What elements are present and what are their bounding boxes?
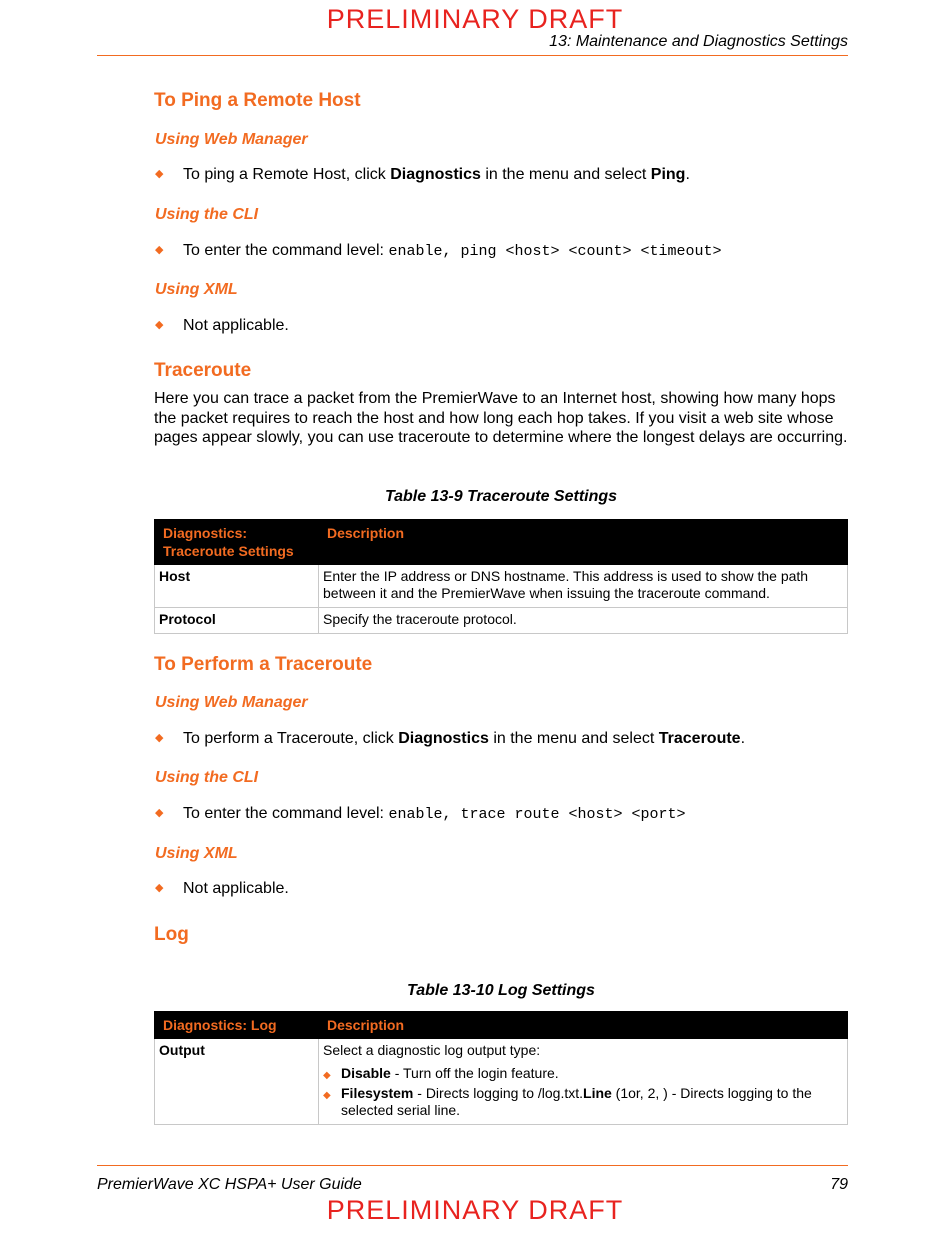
perform-web-text-mid: in the menu and select [488,730,659,747]
footer-rule [97,1165,848,1166]
perform-web-heading: Using Web Manager [155,694,308,711]
perform-xml-bullet [155,880,289,898]
ping-web-text-mid: in the menu and select [480,166,651,183]
ping-menu-label: Ping [650,166,686,183]
perform-web-bullet [155,730,745,748]
diamond-bullet-icon: ◆ [155,882,164,894]
paragraph-line: pages appear slowly, you can use traceroute to determine where the longest delays are occurring. [154,429,848,446]
diamond-bullet-icon: ◆ [323,1090,331,1101]
table-row [155,608,848,634]
table-header-row [155,520,848,565]
preliminary-draft-watermark-bottom: PRELIMINARY DRAFT [326,1195,624,1225]
perform-cli-heading: Using the CLI [155,769,259,786]
option-filesystem: ◆ Filesystem - Directs logging to /log.txt.Line (1or, 2, ) - Directs logging to the selected serial line. [323,1085,812,1118]
perform-cli-bullet [155,805,686,823]
row-key-output: Output [155,1039,319,1125]
log-table-caption: Table 13-10 Log Settings [407,982,595,999]
ping-web-text-end: . [685,166,690,183]
ping-web-heading: Using Web Manager [155,131,308,148]
diamond-bullet-icon: ◆ [155,244,164,256]
ping-cli-command: enable, ping <host> <count> <timeout> [388,243,722,260]
perform-xml-heading: Using XML [155,845,238,862]
diagnostics-menu-label: Diagnostics [390,166,481,183]
traceroute-menu-label: Traceroute [658,730,741,747]
ping-web-text: To ping a Remote Host, click [183,166,391,183]
perform-web-text: To perform a Traceroute, click [183,730,399,747]
perform-web-text-end: . [740,730,746,747]
header-rule [97,55,848,56]
table-header-row [155,1012,848,1039]
traceroute-paragraph [154,389,854,448]
diamond-bullet-icon: ◆ [155,732,164,744]
table-header-diagnostics: Diagnostics: Traceroute Settings [155,520,319,565]
table-header-diagnostics-log: Diagnostics: Log [155,1012,319,1039]
traceroute-table-caption: Table 13-9 Traceroute Settings [384,488,618,505]
page-number: 79 [830,1176,848,1193]
ping-cli-bullet [155,242,722,260]
diamond-bullet-icon: ◆ [323,1070,331,1081]
footer-title: PremierWave XC HSPA+ User Guide [97,1176,362,1193]
row-desc-protocol: Specify the traceroute protocol. [319,608,848,634]
traceroute-heading: Traceroute [154,360,252,381]
row-desc-output [319,1039,848,1125]
perform-xml-text: Not applicable. [183,880,289,897]
row-key-protocol: Protocol [155,608,319,634]
diamond-bullet-icon: ◆ [155,319,164,331]
ping-heading: To Ping a Remote Host [154,90,361,111]
paragraph-line: Here you can trace a packet from the PremierWave to an Internet host, showing how many hops [154,390,836,407]
output-intro: Select a diagnostic log output type: [323,1042,541,1058]
ping-xml-heading: Using XML [155,281,238,298]
ping-cli-heading: Using the CLI [155,206,259,223]
row-desc-host: Enter the IP address or DNS hostname. This address is used to show the path between it and the PremierWave when issuing the traceroute command. [319,565,848,608]
ping-web-bullet [155,166,690,184]
table-header-description: Description [319,1012,848,1039]
ping-xml-text: Not applicable. [183,317,289,334]
perform-heading: To Perform a Traceroute [154,654,373,675]
log-heading: Log [154,924,189,945]
table-header-description: Description [319,520,848,565]
diagnostics-menu-label: Diagnostics [398,730,489,747]
traceroute-settings-table [154,519,848,634]
diamond-bullet-icon: ◆ [155,807,164,819]
ping-xml-bullet [155,317,289,335]
running-head: 13: Maintenance and Diagnostics Settings [549,33,848,50]
row-key-host: Host [155,565,319,608]
preliminary-draft-watermark-top: PRELIMINARY DRAFT [326,4,624,34]
log-settings-table [154,1011,848,1125]
perform-cli-command: enable, trace route <host> <port> [388,806,686,823]
perform-cli-text: To enter the command level: [183,805,389,822]
option-disable: ◆ Disable - Turn off the login feature. [323,1065,843,1084]
ping-cli-text: To enter the command level: [183,242,389,259]
table-row [155,1039,848,1125]
table-row [155,565,848,608]
paragraph-line: the packet requires to reach the host and how long each hop takes. If you visit a web site whose [154,409,834,427]
diamond-bullet-icon: ◆ [155,168,164,180]
